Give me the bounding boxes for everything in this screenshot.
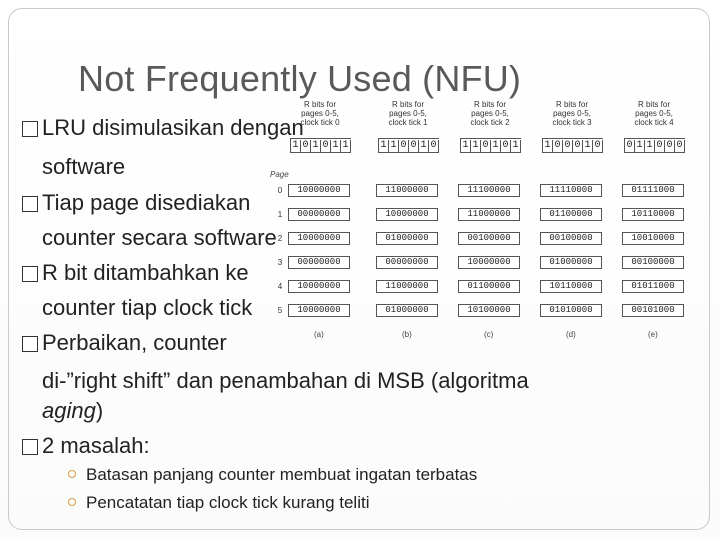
r-bit: 1 <box>389 140 399 152</box>
counter-cell: 11100000 <box>458 184 520 197</box>
counter-cell: 01000000 <box>540 256 602 269</box>
column-caption: (a) <box>314 330 324 339</box>
bullet-2: Tiap page disediakan <box>22 190 250 216</box>
r-bit: 0 <box>321 140 331 152</box>
r-bit: 0 <box>593 140 603 152</box>
counter-cell: 10000000 <box>376 208 438 221</box>
page-number: 4 <box>277 282 283 291</box>
page-number: 1 <box>277 210 283 219</box>
r-bit: 1 <box>645 140 655 152</box>
column-header: R bits for pages 0-5, clock tick 2 <box>470 100 510 127</box>
column-caption: (d) <box>566 330 576 339</box>
r-bits-row <box>624 138 685 153</box>
counter-cell: 10110000 <box>622 208 684 221</box>
counter-cell: 00100000 <box>458 232 520 245</box>
counter-cell: 10100000 <box>458 304 520 317</box>
r-bit: 1 <box>635 140 645 152</box>
r-bit: 1 <box>331 140 341 152</box>
counter-cell: 01100000 <box>458 280 520 293</box>
r-bit: 1 <box>461 140 471 152</box>
r-bit: 1 <box>291 140 301 152</box>
page-number: 3 <box>277 258 283 267</box>
counter-cell: 11000000 <box>376 280 438 293</box>
counter-cell: 00000000 <box>288 208 350 221</box>
bullet-4: Perbaikan, counter <box>22 330 227 356</box>
counter-cell: 11000000 <box>376 184 438 197</box>
column-header: R bits for pages 0-5, clock tick 0 <box>300 100 340 127</box>
bullet-3-cont: counter tiap clock tick <box>42 295 253 320</box>
r-bit: 0 <box>655 140 665 152</box>
counter-cell: 10110000 <box>540 280 602 293</box>
r-bit: 1 <box>341 140 351 152</box>
bullet-4-cont: di-”right shift” dan penambahan di MSB (algoritma <box>42 368 529 393</box>
r-bit: 0 <box>675 140 685 152</box>
column-caption: (c) <box>484 330 494 339</box>
r-bit: 0 <box>563 140 573 152</box>
counter-cell: 10000000 <box>288 304 350 317</box>
counter-cell: 10000000 <box>288 280 350 293</box>
r-bit: 0 <box>301 140 311 152</box>
bullet-2-cont: counter secara software <box>42 225 277 250</box>
column-caption: (e) <box>648 330 658 339</box>
r-bits-row <box>460 138 521 153</box>
counter-cell: 00101000 <box>622 304 684 317</box>
counter-cell: 01011000 <box>622 280 684 293</box>
r-bit: 1 <box>419 140 429 152</box>
counter-cell: 00100000 <box>540 232 602 245</box>
r-bit: 0 <box>481 140 491 152</box>
column-caption: (b) <box>402 330 412 339</box>
counter-cell: 10010000 <box>622 232 684 245</box>
r-bits-row <box>378 138 439 153</box>
column-header: R bits for pages 0-5, clock tick 4 <box>634 100 674 127</box>
r-bit: 1 <box>511 140 521 152</box>
column-header: R bits for pages 0-5, clock tick 1 <box>388 100 428 127</box>
bullet-3: R bit ditambahkan ke <box>22 260 249 286</box>
counter-cell: 11000000 <box>458 208 520 221</box>
circle-bullet-icon <box>68 498 76 506</box>
page-column-label: Page <box>270 170 289 179</box>
bullet-5: 2 masalah: <box>22 433 150 459</box>
counter-cell: 01000000 <box>376 232 438 245</box>
counter-cell: 00000000 <box>376 256 438 269</box>
r-bit: 1 <box>471 140 481 152</box>
counter-cell: 01100000 <box>540 208 602 221</box>
counter-cell: 00100000 <box>622 256 684 269</box>
r-bit: 1 <box>311 140 321 152</box>
checkbox-bullet-icon <box>22 336 38 352</box>
column-header: R bits for pages 0-5, clock tick 3 <box>552 100 592 127</box>
checkbox-bullet-icon <box>22 439 38 455</box>
aging-figure <box>268 96 698 346</box>
r-bit: 0 <box>625 140 635 152</box>
counter-cell: 11110000 <box>540 184 602 197</box>
bullet-1-cont: software <box>42 154 126 179</box>
r-bit: 0 <box>501 140 511 152</box>
r-bit: 0 <box>429 140 439 152</box>
checkbox-bullet-icon <box>22 121 38 137</box>
r-bits-row <box>542 138 603 153</box>
bullet-1: LRU disimulasikan dengan <box>22 115 304 141</box>
counter-cell: 01111000 <box>622 184 684 197</box>
page-number: 2 <box>277 234 283 243</box>
r-bit: 1 <box>583 140 593 152</box>
r-bit: 1 <box>379 140 389 152</box>
page-number: 0 <box>277 186 283 195</box>
counter-cell: 10000000 <box>288 232 350 245</box>
counter-cell: 10000000 <box>288 184 350 197</box>
checkbox-bullet-icon <box>22 196 38 212</box>
bullet-4-cont2: aging) <box>42 398 104 423</box>
r-bit: 0 <box>409 140 419 152</box>
r-bit: 0 <box>553 140 563 152</box>
checkbox-bullet-icon <box>22 266 38 282</box>
r-bit: 0 <box>573 140 583 152</box>
circle-bullet-icon <box>68 470 76 478</box>
r-bit: 1 <box>543 140 553 152</box>
counter-cell: 10000000 <box>458 256 520 269</box>
r-bit: 0 <box>399 140 409 152</box>
slide-title: Not Frequently Used (NFU) <box>78 58 522 99</box>
counter-cell: 00000000 <box>288 256 350 269</box>
sub-bullet-1: Batasan panjang counter membuat ingatan terbatas <box>68 465 477 485</box>
r-bit: 0 <box>665 140 675 152</box>
page-number: 5 <box>277 306 283 315</box>
r-bit: 1 <box>491 140 501 152</box>
counter-cell: 01000000 <box>376 304 438 317</box>
sub-bullet-2: Pencatatan tiap clock tick kurang teliti <box>68 493 369 513</box>
counter-cell: 01010000 <box>540 304 602 317</box>
